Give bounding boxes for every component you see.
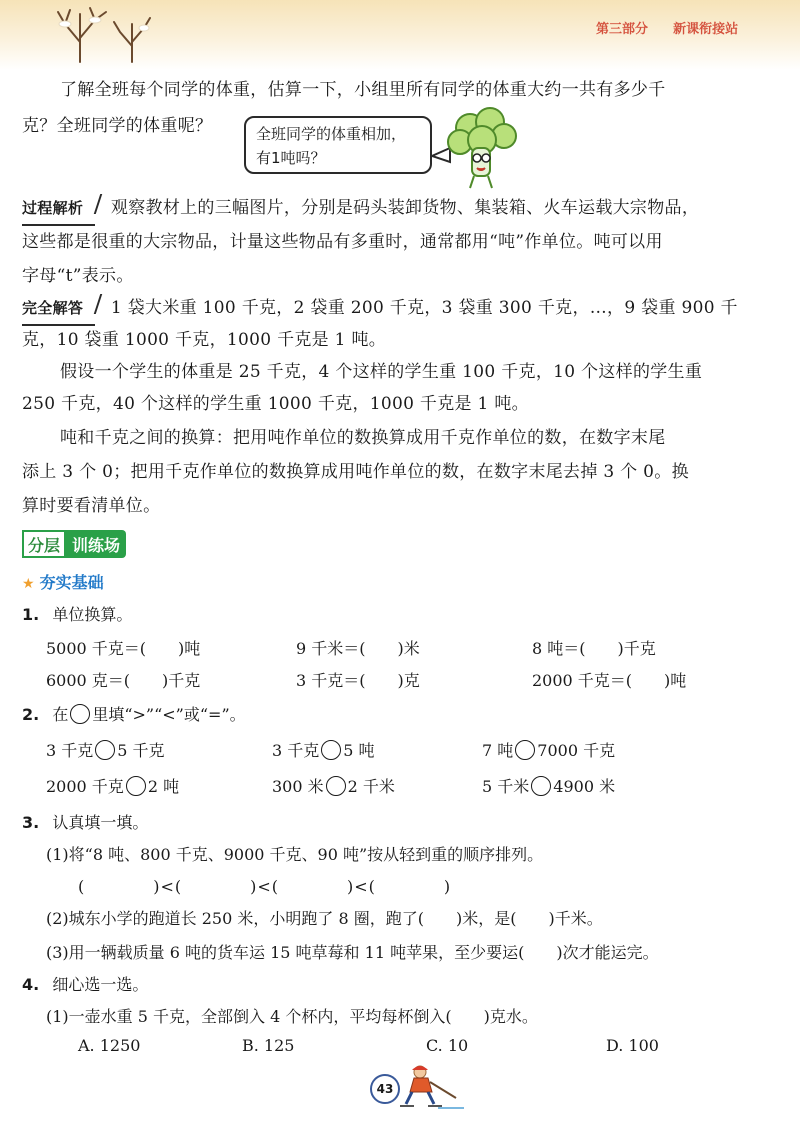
q3-part-3: (3)用一辆载质量 6 吨的货车运 15 吨草莓和 11 吨苹果，至少要运( )次才能运完。 — [46, 943, 659, 962]
q3-number: 3. — [22, 813, 40, 832]
solution-line-4: 250 千克，40 个这样的学生重 1000 千克，1000 千克是 1 吨。 — [22, 394, 529, 414]
q3-title: 认真填一填。 — [52, 813, 149, 832]
q1-item-6: 2000 千克＝( )吨 — [532, 671, 687, 690]
q2-item-1-left: 3 千克 — [46, 741, 94, 760]
q2-item-5-right: 2 千米 — [347, 777, 395, 796]
q2-item-4-right: 2 吨 — [147, 777, 180, 796]
q1-item-3: 8 吨＝( )千克 — [532, 639, 656, 658]
q1-number: 1. — [22, 605, 40, 624]
q3-part-1: (1)将“8 吨、800 千克、9000 千克、90 吨”按从轻到重的顺序排列。 — [46, 845, 544, 864]
q4-number: 4. — [22, 975, 40, 994]
q4-part-1: (1)一壶水重 5 千克，全部倒入 4 个杯内，平均每杯倒入( )克水。 — [46, 1007, 538, 1026]
practice-section-badge — [22, 530, 126, 558]
cartoon-broccoli-mascot — [432, 104, 522, 190]
analysis-line-3: 字母“t”表示。 — [22, 266, 134, 286]
ice-skater-illustration — [398, 1062, 468, 1110]
q4-option-c[interactable]: C. 10 — [426, 1036, 469, 1055]
intro-line-2: 克？全班同学的体重呢？ — [22, 116, 213, 136]
q2-item-6-circle[interactable] — [531, 776, 551, 796]
intro-line-1: 了解全班每个同学的体重，估算一下，小组里所有同学的体重大约一共有多少千 — [60, 80, 666, 100]
q2-item-3-circle[interactable] — [515, 740, 535, 760]
q2-item-2-circle[interactable] — [321, 740, 341, 760]
q2-item-2-right: 5 吨 — [343, 741, 375, 760]
q4-title: 细心选一选。 — [52, 975, 149, 994]
q4-option-b[interactable]: B. 125 — [242, 1036, 295, 1055]
header-section-label: 新课衔接站 — [673, 22, 739, 37]
analysis-line-1: 观察教材上的三幅图片，分别是码头装卸货物、集装箱、火车运载大宗物品， — [110, 198, 700, 218]
solution-line-5: 吨和千克之间的换算：把用吨作单位的数换算成用千克作单位的数，在数字末尾 — [60, 428, 666, 448]
q1-item-4: 6000 克＝( )千克 — [46, 671, 201, 690]
q2-item-1-right: 5 千克 — [117, 741, 165, 760]
speech-bubble — [244, 116, 432, 174]
q1-item-1: 5000 千克＝( )吨 — [46, 639, 201, 658]
q2-item-5-circle[interactable] — [326, 776, 346, 796]
q2-item-4-circle[interactable] — [126, 776, 146, 796]
solution-line-7: 算时要看清单位。 — [22, 496, 161, 516]
q3-part-1-blanks[interactable]: ( )<( )<( )<( ) — [78, 877, 452, 896]
compare-circle — [70, 704, 90, 724]
q4-option-d[interactable]: D. 100 — [606, 1036, 659, 1055]
bubble-line-2: 有1吨吗？ — [256, 149, 326, 167]
solution-line-1: 1 袋大米重 100 千克，2 袋重 200 千克，3 袋重 300 千克，…，9 袋重 900 千 — [110, 298, 738, 318]
q2-item-2-left: 3 千克 — [272, 741, 320, 760]
q1-title: 单位换算。 — [52, 605, 133, 624]
q2-item-6-left: 5 千米 — [482, 777, 530, 796]
q2-number: 2. — [22, 705, 40, 724]
page-number: 43 — [370, 1074, 400, 1104]
solution-line-6: 添上 3 个 0；把用千克作单位的数换算成用吨作单位的数，在数字末尾去掉 3 个 0。换 — [22, 462, 689, 482]
header-part-label: 第三部分 — [596, 22, 649, 37]
analysis-line-2: 这些都是很重的大宗物品，计量这些物品有多重时，通常都用“吨”作单位。吨可以用 — [22, 232, 663, 252]
winter-tree-illustration — [40, 2, 160, 64]
q2-title-post: 里填“>”“<”或“=”。 — [92, 705, 246, 724]
q2-item-6-right: 4900 米 — [553, 777, 616, 796]
q2-item-3-right: 7000 千克 — [537, 741, 616, 760]
q1-item-2: 9 千米＝( )米 — [296, 639, 420, 658]
q2-title-pre: 在 — [52, 705, 69, 724]
q2-item-1-circle[interactable] — [95, 740, 115, 760]
analysis-tag: 过程解析 — [22, 192, 95, 226]
badge-right: 训练场 — [66, 530, 126, 558]
solution-tag: 完全解答 — [22, 292, 95, 326]
q2-item-3-left: 7 吨 — [482, 741, 514, 760]
q4-option-a[interactable]: A. 1250 — [78, 1036, 141, 1055]
star-icon: ★ — [22, 576, 35, 592]
subhead-basic: 夯实基础 — [39, 573, 104, 592]
q1-item-5: 3 千克＝( )克 — [296, 671, 420, 690]
solution-line-3: 假设一个学生的体重是 25 千克，4 个这样的学生重 100 千克，10 个这样的学生重 — [60, 362, 703, 382]
solution-line-2: 克，10 袋重 1000 千克，1000 千克是 1 吨。 — [22, 330, 387, 350]
q2-item-5-left: 300 米 — [272, 777, 324, 796]
badge-left: 分层 — [22, 530, 66, 558]
q3-part-2: (2)城东小学的跑道长 250 米，小明跑了 8 圈，跑了( )米，是( )千米。 — [46, 909, 603, 928]
bubble-line-1: 全班同学的体重相加， — [256, 125, 407, 143]
q2-item-4-left: 2000 千克 — [46, 777, 124, 796]
